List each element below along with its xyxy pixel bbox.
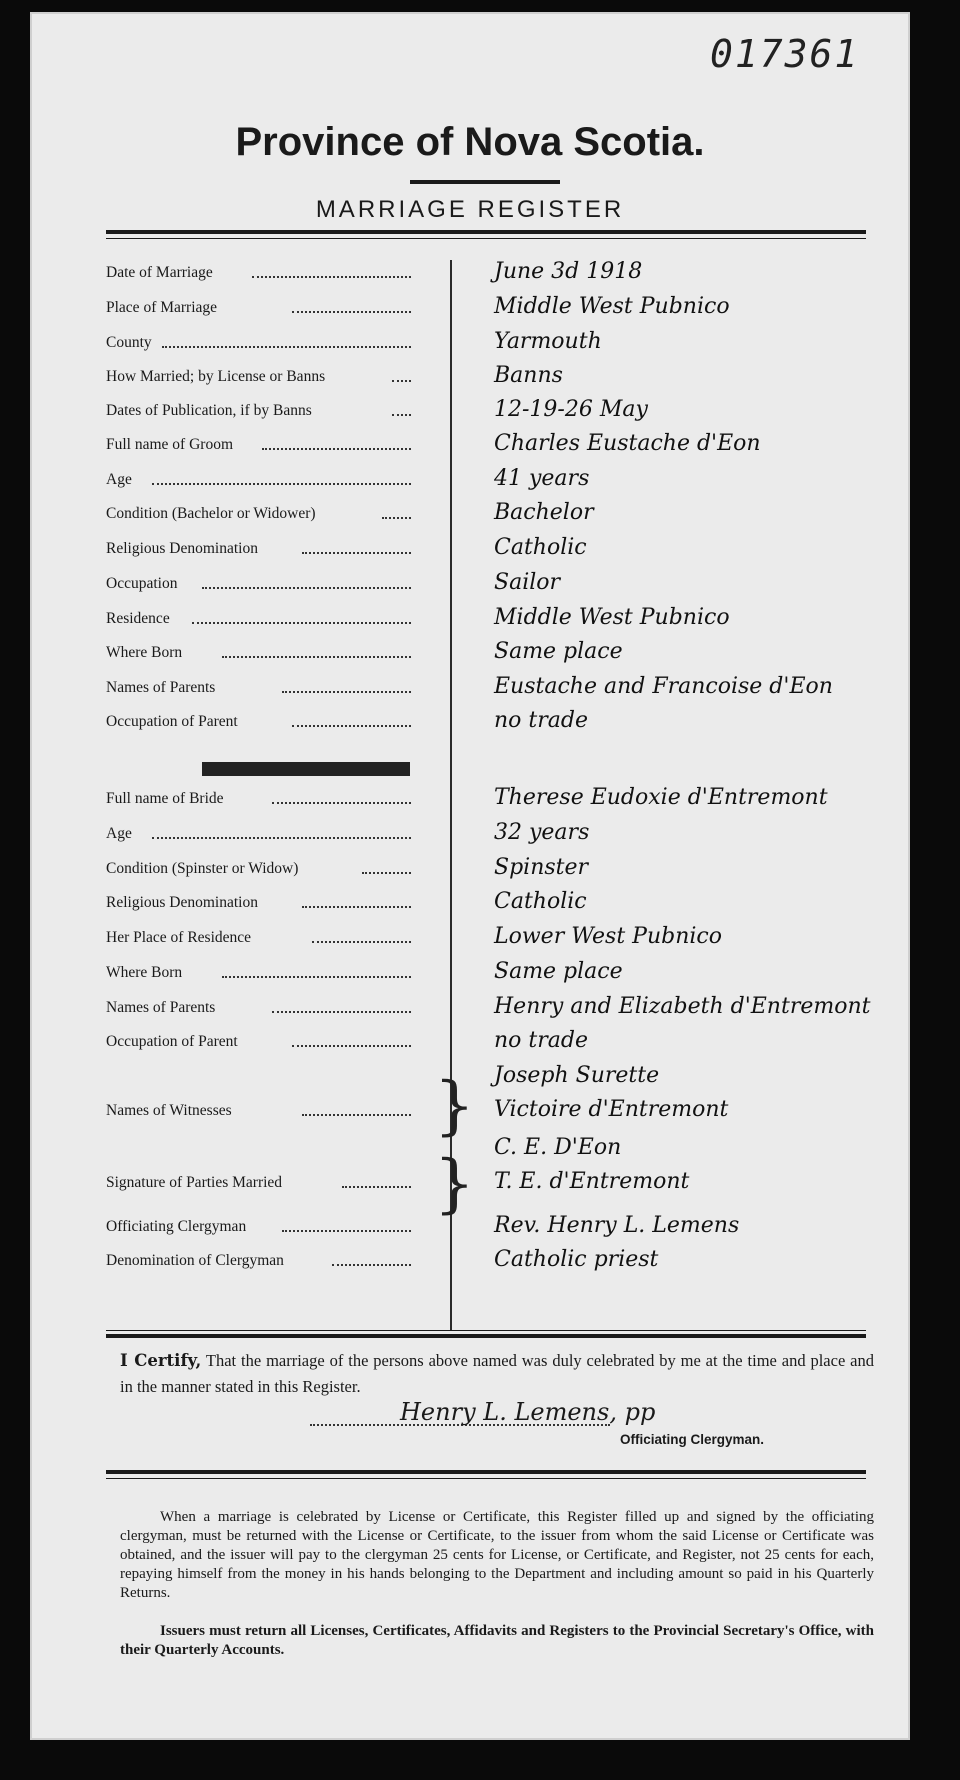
register-row — [106, 1164, 906, 1194]
register-row — [106, 392, 906, 422]
leader-dots — [302, 1114, 411, 1116]
certification-statement — [120, 1348, 874, 1400]
field-label: Denomination of Clergyman — [106, 1252, 284, 1269]
leader-dots — [392, 414, 411, 416]
leader-dots — [222, 976, 411, 978]
leader-dots — [262, 448, 411, 450]
field-label: How Married; by License or Banns — [106, 368, 326, 385]
register-row — [106, 850, 906, 880]
field-label: Occupation — [106, 575, 178, 592]
register-row — [106, 989, 906, 1019]
parties-brace: } — [434, 1147, 475, 1221]
field-value: 12-19-26 May — [494, 397, 648, 422]
leader-dots — [282, 1230, 411, 1232]
field-value: no trade — [494, 1028, 588, 1053]
register-row — [106, 1130, 906, 1160]
leader-dots — [292, 1045, 411, 1047]
register-row — [106, 530, 906, 560]
leader-dots — [222, 656, 411, 658]
leader-dots — [202, 587, 411, 589]
leader-dots — [272, 1011, 411, 1013]
leader-dots — [162, 346, 411, 348]
field-value: Spinster — [494, 855, 589, 880]
register-form — [30, 12, 910, 1740]
field-label: Full name of Groom — [106, 436, 233, 453]
field-label: Religious Denomination — [106, 540, 258, 557]
field-value: Middle West Pubnico — [494, 605, 730, 630]
register-row — [106, 495, 906, 525]
leader-dots — [292, 311, 411, 313]
leader-dots — [272, 802, 411, 804]
field-value: T. E. d'Entremont — [494, 1169, 690, 1194]
field-label: Residence — [106, 610, 170, 627]
field-value: 41 years — [494, 466, 590, 491]
leader-dots — [342, 1186, 411, 1188]
notes-rule-thick — [106, 1470, 866, 1474]
register-row — [106, 815, 906, 845]
field-label: Where Born — [106, 964, 183, 981]
leader-dots — [152, 483, 411, 485]
field-label: Place of Marriage — [106, 299, 218, 316]
register-number-stamp: 017361 — [710, 32, 860, 76]
leader-dots — [362, 872, 411, 874]
register-row — [106, 289, 906, 319]
register-row — [106, 1208, 906, 1238]
field-label: Condition (Bachelor or Widower) — [106, 505, 316, 522]
field-value: Eustache and Francoise d'Eon — [494, 674, 833, 699]
field-value: Same place — [494, 959, 623, 984]
register-row — [106, 1058, 906, 1088]
leader-dots — [302, 552, 411, 554]
title-divider — [410, 180, 560, 184]
bride-section-divider — [202, 762, 410, 776]
field-value: Catholic — [494, 535, 587, 560]
register-row — [106, 426, 906, 456]
leader-dots — [332, 1264, 411, 1266]
leader-dots — [192, 622, 411, 624]
register-row — [106, 703, 906, 733]
field-value: Joseph Surette — [494, 1063, 660, 1088]
register-row — [106, 669, 906, 699]
notes-rule-thin — [106, 1478, 866, 1479]
field-label: Her Place of Residence — [106, 929, 252, 946]
register-row — [106, 254, 906, 284]
field-label: Names of Parents — [106, 679, 216, 696]
register-row — [106, 634, 906, 664]
field-label: Where Born — [106, 644, 183, 661]
field-value: Henry and Elizabeth d'Entremont — [494, 994, 871, 1019]
register-row — [106, 919, 906, 949]
field-value: 32 years — [494, 820, 590, 845]
field-value: Sailor — [494, 570, 561, 595]
leader-dots — [252, 276, 411, 278]
field-value: Rev. Henry L. Lemens — [494, 1213, 740, 1238]
register-row — [106, 954, 906, 984]
leader-dots — [382, 517, 411, 519]
register-row — [106, 780, 906, 810]
field-label: Religious Denomination — [106, 894, 258, 911]
field-label: Names of Parents — [106, 999, 216, 1016]
certify-text: That the marriage of the persons above named was duly celebrated by me at the time and place and in the manner stated in this Register. — [120, 1351, 874, 1396]
field-value: Same place — [494, 639, 623, 664]
field-label: Officiating Clergyman — [106, 1218, 247, 1235]
clergyman-signature: Henry L. Lemens, pp — [400, 1398, 656, 1426]
register-row — [106, 600, 906, 630]
field-label: Signature of Parties Married — [106, 1174, 283, 1191]
header-rule-thick — [106, 230, 866, 234]
field-value: C. E. D'Eon — [494, 1135, 622, 1160]
leader-dots — [392, 380, 411, 382]
field-value: Bachelor — [494, 500, 594, 525]
field-value: Yarmouth — [494, 329, 602, 354]
field-value: Victoire d'Entremont — [494, 1097, 729, 1122]
field-value: Catholic — [494, 889, 587, 914]
leader-dots — [152, 837, 411, 839]
field-value: Catholic priest — [494, 1247, 659, 1272]
field-value: Lower West Pubnico — [494, 924, 723, 949]
issuers-note: Issuers must return all Licenses, Certificates, Affidavits and Registers to the Provincial Secretary's Office, with their Quarterly Accounts. — [120, 1623, 874, 1658]
witnesses-brace: } — [434, 1069, 475, 1143]
register-row — [106, 358, 906, 388]
register-row — [106, 1092, 906, 1122]
signature-caption: Officiating Clergyman. — [620, 1432, 765, 1447]
leader-dots — [282, 691, 411, 693]
field-label: County — [106, 334, 152, 351]
field-label: Date of Marriage — [106, 264, 213, 281]
page-title: Province of Nova Scotia. — [235, 120, 705, 164]
register-row — [106, 1023, 906, 1053]
field-value: no trade — [494, 708, 588, 733]
header-rule-thin — [106, 238, 866, 239]
field-label: Names of Witnesses — [106, 1102, 232, 1119]
field-value: Middle West Pubnico — [494, 294, 730, 319]
field-value: Therese Eudoxie d'Entremont — [494, 785, 828, 810]
leader-dots — [312, 941, 411, 943]
field-label: Occupation of Parent — [106, 1033, 238, 1050]
field-value: Banns — [494, 363, 563, 388]
field-label: Occupation of Parent — [106, 713, 238, 730]
certify-rule-thick — [106, 1334, 866, 1338]
register-row — [106, 1242, 906, 1272]
register-row — [106, 565, 906, 595]
register-row — [106, 461, 906, 491]
certify-rule-thin — [106, 1330, 866, 1331]
certify-lead: I Certify, — [120, 1351, 202, 1370]
leader-dots — [302, 906, 411, 908]
field-value: June 3d 1918 — [494, 259, 643, 284]
field-label: Full name of Bride — [106, 790, 224, 807]
instructions-note: When a marriage is celebrated by License or Certificate, this Register filled up and signed by the officiating clergyman, must be returned with the License or Certificate, to the issuer from whom the said License or Certificate was obtained, and the issuer will pay to the clergyman 25 cents for License, or Certificate, and Register, not 25 cents for each, repaying himself from the money in his hands belonging to the Department and including amount so paid in his Quarterly Returns. — [120, 1509, 874, 1601]
register-row — [106, 324, 906, 354]
leader-dots — [292, 725, 411, 727]
register-row — [106, 884, 906, 914]
field-label: Dates of Publication, if by Banns — [106, 402, 312, 419]
field-label: Age — [106, 471, 132, 488]
field-label: Age — [106, 825, 132, 842]
page-subtitle: MARRIAGE REGISTER — [315, 196, 625, 223]
field-label: Condition (Spinster or Widow) — [106, 860, 299, 877]
field-value: Charles Eustache d'Eon — [494, 431, 761, 456]
